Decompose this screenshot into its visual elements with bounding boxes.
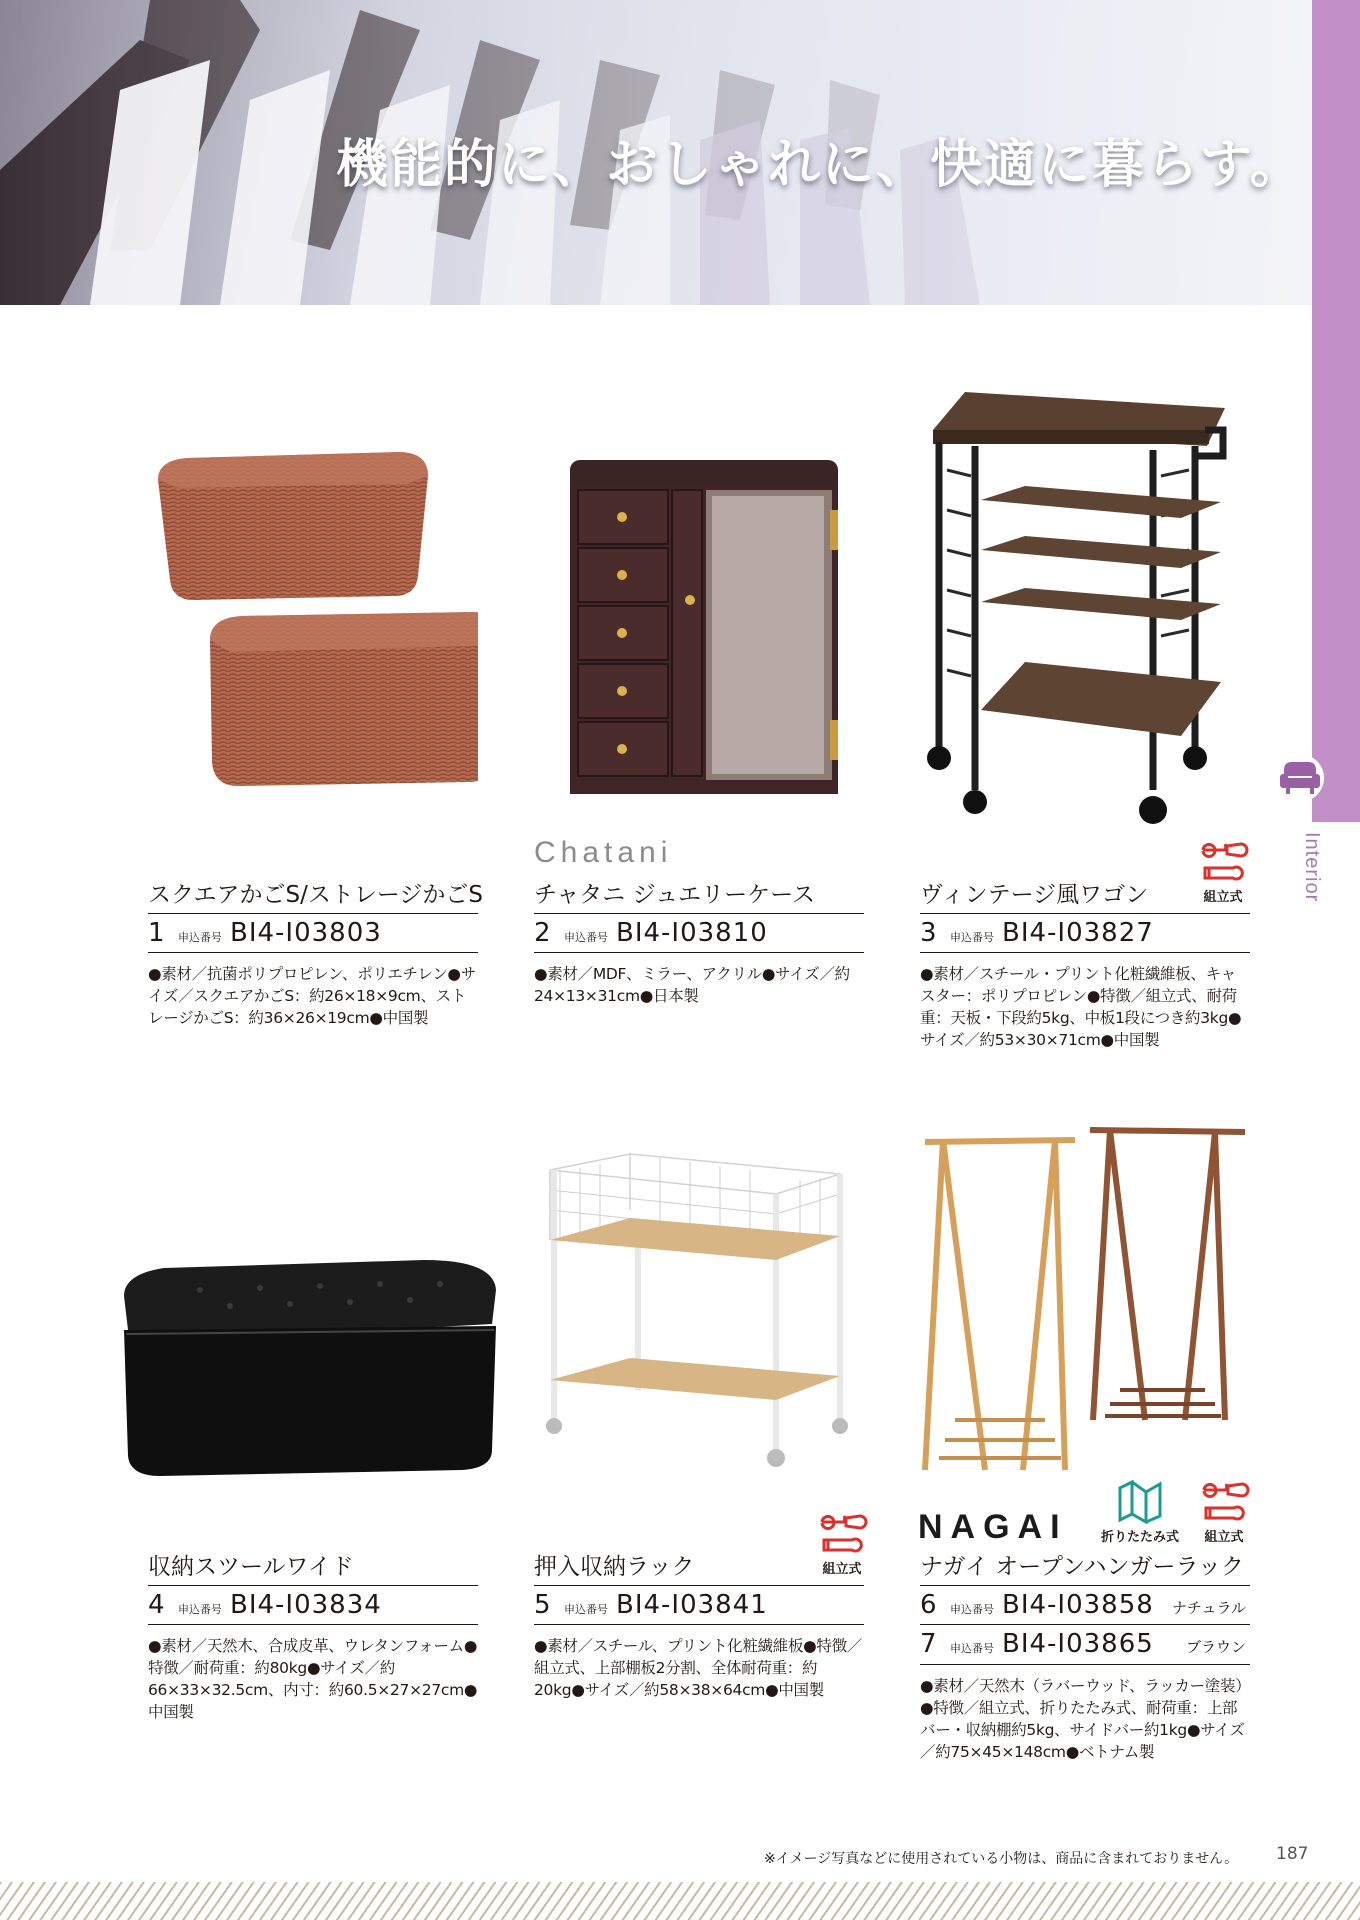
category-band	[1312, 0, 1360, 822]
assembly-label: 組立式	[822, 1562, 862, 1577]
item-number: 2	[534, 918, 551, 948]
order-number-label: 申込番号	[564, 931, 608, 944]
page-number: 187	[1276, 1844, 1309, 1864]
closet-rack-photo	[540, 1150, 860, 1480]
order-number-label: 申込番号	[950, 1642, 994, 1655]
hanger-rack-photo	[915, 1120, 1255, 1480]
product-spec: ●素材／天然木、合成皮革、ウレタンフォーム●特徴／耐荷重：約80kg●サイズ／約66×33×32.5cm、内寸：約60.5×27×27cm●中国製	[148, 1637, 478, 1721]
folding-icon	[1116, 1480, 1164, 1524]
product-6-7	[920, 1548, 1250, 1763]
brand-logo-chatani: Chatani	[534, 836, 673, 869]
storage-stool-photo	[120, 1250, 500, 1480]
product-spec: ●素材／スチール、プリント化粧繊維板●特徴／組立式、上部棚板2分割、全体耐荷重：約20kg●サイズ／約58×38×64cm●中国製	[534, 1637, 862, 1699]
assembly-label: 組立式	[1203, 890, 1243, 905]
hero-banner	[0, 0, 1312, 305]
folding-label: 折りたたみ式	[1100, 1530, 1179, 1545]
order-code: BI4-I03834	[230, 1590, 382, 1620]
order-code: BI4-I03810	[616, 918, 768, 948]
vintage-wagon-photo	[925, 390, 1255, 830]
hero-title: 機能的に、おしゃれに、快適に暮らす。	[336, 135, 1304, 195]
order-code-line	[920, 1625, 1250, 1665]
product-name: チャタニ ジュエリーケース	[534, 882, 816, 908]
product-name: スクエアかごS/ストレージかごS	[148, 882, 484, 908]
product-spec: ●素材／スチール・プリント化粧繊維板、キャスター：ポリプロピレン●特徴／組立式、耐荷重：天板・下段約5kg、中板1段につき約3kg●サイズ／約53×30×71cm●中国製	[920, 965, 1242, 1049]
jewelry-case-photo	[560, 440, 860, 810]
product-name: ヴィンテージ風ワゴン	[920, 882, 1149, 908]
order-code: BI4-I03841	[616, 1590, 768, 1620]
armchair-icon	[1270, 748, 1326, 804]
product-name: 押入収納ラック	[534, 1554, 695, 1580]
tools-icon	[1198, 1480, 1250, 1524]
item-number: 6	[920, 1590, 937, 1620]
order-code: BI4-I03858	[1002, 1590, 1154, 1620]
product-spec: ●素材／MDF、ミラー、アクリル●サイズ／約24×13×31cm●日本製	[534, 965, 850, 1005]
order-number-label: 申込番号	[950, 1603, 994, 1616]
product-spec: ●素材／天然木（ラバーウッド、ラッカー塗装）●特徴／組立式、折りたたみ式、耐荷重：上部バー・収納棚約5kg、サイドバー約1kg●サイズ／約75×45×148cm●ベトナム製	[920, 1677, 1245, 1761]
basket-photo	[148, 440, 478, 820]
order-code-line	[148, 913, 478, 953]
order-code: BI4-I03865	[1002, 1629, 1154, 1659]
item-number: 1	[148, 918, 165, 948]
order-number-label: 申込番号	[950, 931, 994, 944]
order-code: BI4-I03803	[230, 918, 382, 948]
footer-note: ※イメージ写真などに使用されている小物は、商品に含まれておりません。	[764, 1851, 1239, 1867]
item-number: 3	[920, 918, 937, 948]
folding-badge	[1100, 1480, 1180, 1545]
item-number: 5	[534, 1590, 551, 1620]
order-code-line	[920, 1585, 1250, 1625]
color-variant: ナチュラル	[1171, 1599, 1246, 1617]
product-spec: ●素材／抗菌ポリプロピレン、ポリエチレン●サイズ／スクエアかごS：約26×18×9cm、ストレージかごS：約36×26×19cm●中国製	[148, 965, 476, 1027]
product-name: ナガイ オープンハンガーラック	[920, 1554, 1245, 1580]
footer-stripe	[0, 1882, 1360, 1920]
order-code-line	[534, 1585, 864, 1625]
assembly-label: 組立式	[1204, 1530, 1244, 1545]
product-name: 収納スツールワイド	[148, 1554, 354, 1580]
brand-logo-nagai: NAGAI	[918, 1508, 1068, 1546]
order-number-label: 申込番号	[564, 1603, 608, 1616]
product-1	[148, 876, 484, 1029]
product-5	[534, 1548, 864, 1701]
category-label: Interior	[1301, 832, 1323, 903]
product-3	[920, 876, 1250, 1051]
item-number: 7	[920, 1629, 937, 1659]
order-code-line	[534, 913, 864, 953]
order-number-label: 申込番号	[178, 1603, 222, 1616]
item-number: 4	[148, 1590, 165, 1620]
order-code-line	[148, 1585, 478, 1625]
assembly-badge-6	[1194, 1480, 1254, 1545]
product-2	[534, 876, 864, 1007]
order-code-line	[920, 913, 1250, 953]
order-code: BI4-I03827	[1002, 918, 1154, 948]
color-variant: ブラウン	[1185, 1638, 1246, 1656]
product-4	[148, 1548, 478, 1723]
order-number-label: 申込番号	[178, 931, 222, 944]
